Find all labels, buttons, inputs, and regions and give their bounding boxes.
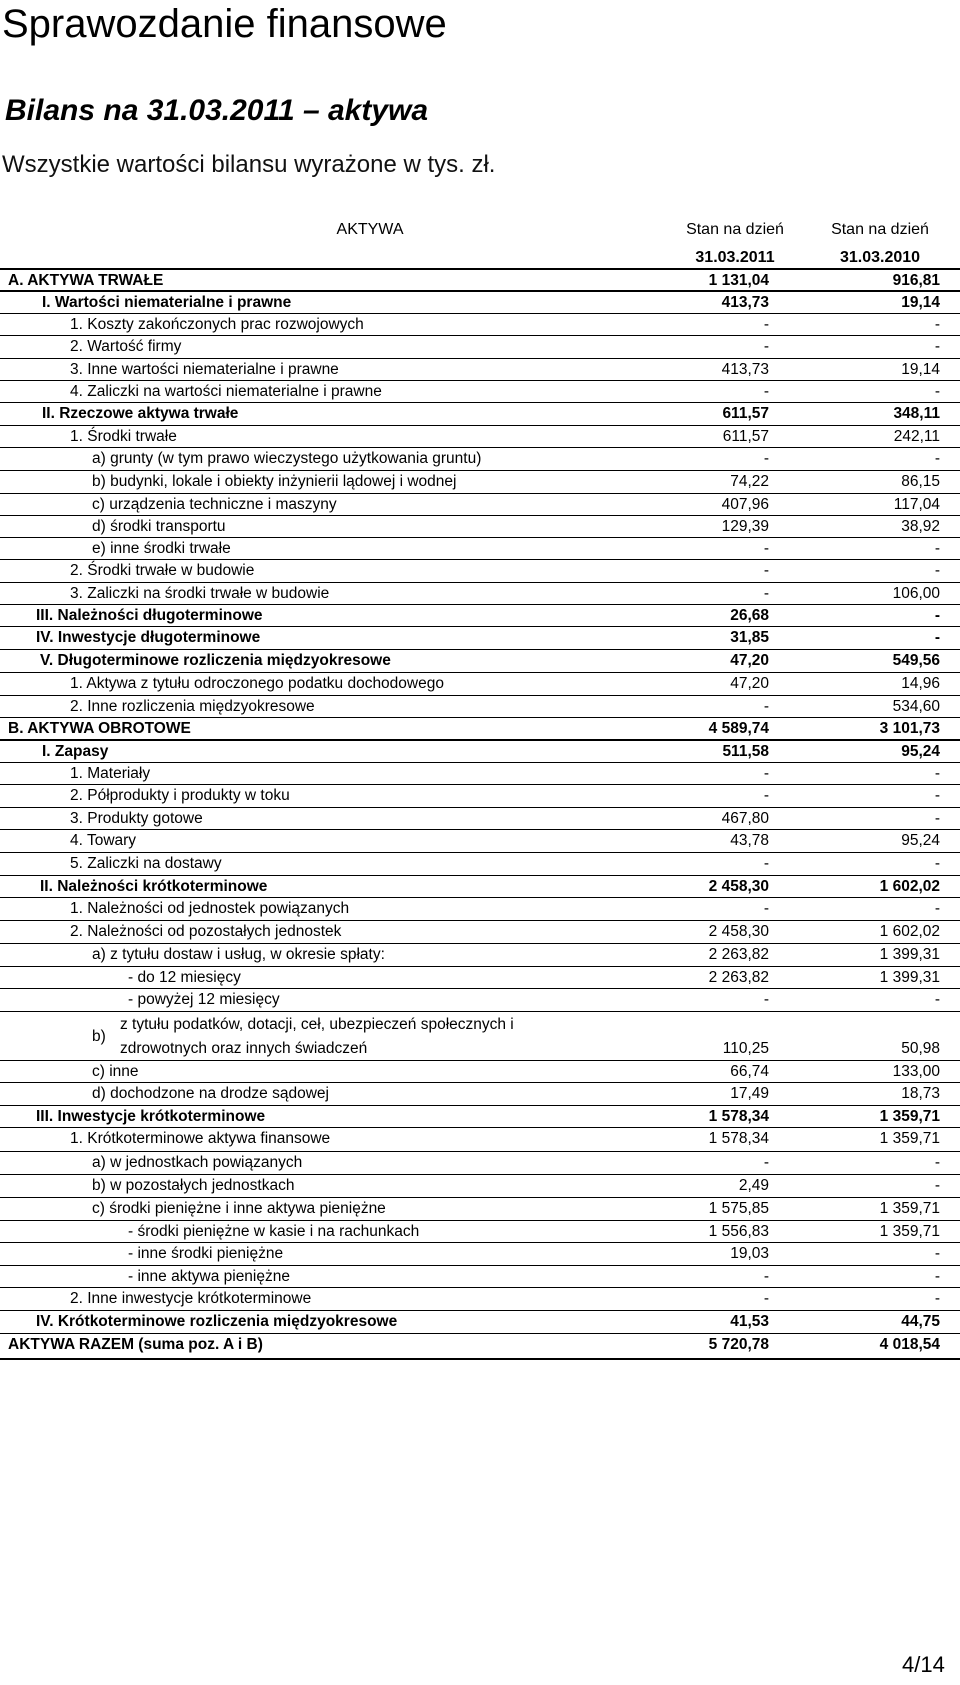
value-2010: 19,14 [901, 294, 940, 311]
value-2010: 1 359,71 [879, 1200, 940, 1217]
value-2011: 2 458,30 [708, 878, 769, 895]
table-row [0, 1083, 960, 1106]
table-row [0, 1311, 960, 1334]
value-2010: 1 602,02 [879, 878, 940, 895]
row-label: 1. Koszty zakończonych prac rozwojowych [70, 316, 364, 333]
value-2010: 1 602,02 [879, 923, 940, 940]
value-2011: 4 589,74 [708, 720, 769, 737]
value-2011: - [763, 450, 769, 467]
value-2011: 1 575,85 [708, 1200, 769, 1217]
value-2011: - [763, 338, 769, 355]
row-label: 3. Produkty gotowe [70, 810, 203, 827]
value-2010: 50,98 [901, 1040, 940, 1057]
row-label: 3. Zaliczki na środki trwałe w budowie [70, 585, 330, 602]
table-row [0, 967, 960, 989]
value-2011: - [763, 900, 769, 917]
value-2010: - [934, 629, 940, 646]
row-label: III. Należności długoterminowe [36, 607, 263, 624]
table-row [0, 1106, 960, 1128]
value-2011: 2,49 [738, 1177, 769, 1194]
value-2010: 3 101,73 [879, 720, 940, 737]
table-row [0, 292, 960, 314]
page-title: Sprawozdanie finansowe [2, 2, 447, 46]
table-row [0, 898, 960, 921]
value-2010: - [934, 540, 940, 557]
value-2010: 38,92 [901, 518, 940, 535]
balance-subtitle: Bilans na 31.03.2011 – aktywa [5, 94, 429, 127]
value-2010: 19,14 [901, 361, 940, 378]
table-row [0, 696, 960, 718]
value-2011: 41,53 [730, 1313, 769, 1330]
table-row [0, 314, 960, 336]
value-2010: 133,00 [892, 1063, 940, 1080]
table-row [0, 741, 960, 763]
table-row [0, 426, 960, 448]
value-2011: 43,78 [730, 832, 769, 849]
row-label: - środki pieniężne w kasie i na rachunkach [128, 1223, 420, 1240]
value-2011: - [763, 855, 769, 872]
table-row [0, 270, 960, 292]
value-2010: 1 359,71 [879, 1223, 940, 1240]
value-2010: 534,60 [892, 698, 940, 715]
row-label: 2. Środki trwałe w budowie [70, 562, 255, 579]
value-2011: - [763, 765, 769, 782]
row-label: IV. Krótkoterminowe rozliczenia międzyokresowe [36, 1313, 398, 1330]
value-2011: 413,73 [721, 361, 769, 378]
value-2011: 26,68 [730, 607, 769, 624]
value-2011: 1 578,34 [708, 1108, 769, 1125]
value-2010: 4 018,54 [879, 1336, 940, 1353]
value-2010: - [934, 1154, 940, 1171]
value-2011: 17,49 [730, 1085, 769, 1102]
value-2011: 611,57 [722, 405, 769, 422]
row-label: 1. Należności od jednostek powiązanych [70, 900, 350, 917]
row-label: 2. Wartość firmy [70, 338, 182, 355]
table-header [0, 212, 960, 270]
table-row [0, 989, 960, 1012]
value-2011: 19,03 [730, 1245, 769, 1262]
value-2010: 95,24 [901, 832, 940, 849]
value-2010: - [934, 810, 940, 827]
table-row [0, 516, 960, 538]
table-row [0, 763, 960, 785]
row-label: - inne aktywa pieniężne [128, 1268, 290, 1285]
row-label: 2. Należności od pozostałych jednostek [70, 923, 342, 940]
value-2010: - [934, 787, 940, 804]
row-label: AKTYWA RAZEM (suma poz. A i B) [8, 1336, 263, 1353]
value-2011: 47,20 [730, 675, 769, 692]
currency-note: Wszystkie wartości bilansu wyrażone w tys. zł. [2, 151, 496, 178]
value-2011: - [763, 316, 769, 333]
value-2010: - [934, 855, 940, 872]
value-2010: - [934, 562, 940, 579]
row-label: II. Rzeczowe aktywa trwałe [42, 405, 239, 422]
value-2011: 1 578,34 [708, 1130, 769, 1147]
value-2010: 242,11 [893, 428, 940, 445]
row-label: c) urządzenia techniczne i maszyny [92, 496, 337, 513]
table-row [0, 1266, 960, 1288]
table-row [0, 1334, 960, 1360]
value-2010: 44,75 [901, 1313, 940, 1330]
value-2011: 47,20 [730, 652, 769, 669]
row-label: c) środki pieniężne i inne aktywa pieniężne [92, 1200, 386, 1217]
row-label-line2: zdrowotnych oraz innych świadczeń [120, 1040, 368, 1057]
value-2011: - [763, 787, 769, 804]
value-2010: - [934, 900, 940, 917]
value-2011: - [763, 540, 769, 557]
value-2011: 2 263,82 [708, 969, 769, 986]
value-2010: 18,73 [901, 1085, 940, 1102]
table-row [0, 808, 960, 830]
value-2010: 86,15 [901, 473, 940, 490]
value-2010: 549,56 [892, 652, 940, 669]
row-label: b) w pozostałych jednostkach [92, 1177, 295, 1194]
value-2010: 348,11 [893, 405, 940, 422]
value-2011: 31,85 [730, 629, 769, 646]
row-label: I. Zapasy [42, 743, 109, 760]
value-2011: 2 263,82 [708, 946, 769, 963]
row-label: III. Inwestycje krótkoterminowe [36, 1108, 266, 1125]
row-label: 3. Inne wartości niematerialne i prawne [70, 361, 339, 378]
value-2010: 1 359,71 [879, 1130, 940, 1147]
value-2011: 467,80 [721, 810, 769, 827]
row-label: 5. Zaliczki na dostawy [70, 855, 222, 872]
header-col-2010-date: 31.03.2010 [839, 249, 921, 266]
table-row [0, 1152, 960, 1175]
row-label: - inne środki pieniężne [128, 1245, 284, 1262]
row-label: d) dochodzone na drodze sądowej [92, 1085, 329, 1102]
row-label: - do 12 miesięcy [128, 969, 241, 986]
header-col-2010-line1: Stan na dzień [831, 221, 929, 238]
value-2010: - [934, 450, 940, 467]
row-label: 2. Półprodukty i produkty w toku [70, 787, 290, 804]
value-2010: 1 399,31 [879, 969, 940, 986]
value-2010: - [934, 1245, 940, 1262]
value-2011: 511,58 [722, 743, 769, 760]
value-2010: - [934, 1268, 940, 1285]
row-label: 2. Inne rozliczenia międzyokresowe [70, 698, 315, 715]
row-label: d) środki transportu [92, 518, 226, 535]
value-2011: - [763, 698, 769, 715]
row-label: B. AKTYWA OBROTOWE [8, 720, 191, 737]
table-row [0, 359, 960, 381]
header-col-2011-line1: Stan na dzień [686, 221, 784, 238]
value-2011: - [763, 585, 769, 602]
value-2010: 117,04 [893, 496, 940, 513]
table-row [0, 1221, 960, 1243]
table-row [0, 627, 960, 650]
row-label: II. Należności krótkoterminowe [40, 878, 268, 895]
value-2010: - [934, 383, 940, 400]
row-label: - powyżej 12 miesięcy [128, 991, 280, 1008]
value-2011: 110,25 [722, 1040, 769, 1057]
value-2010: - [934, 1290, 940, 1307]
table-row [0, 1061, 960, 1083]
value-2011: 1 556,83 [708, 1223, 769, 1240]
table-row [0, 1128, 960, 1152]
row-label: c) inne [92, 1063, 139, 1080]
table-row [0, 718, 960, 741]
row-label: 1. Aktywa z tytułu odroczonego podatku dochodowego [70, 675, 444, 692]
table-row [0, 1012, 960, 1061]
value-2010: 916,81 [892, 272, 940, 289]
table-row [0, 583, 960, 605]
table-row [0, 830, 960, 853]
table-row [0, 1243, 960, 1266]
table-row [0, 1175, 960, 1198]
value-2011: 5 720,78 [708, 1336, 769, 1353]
value-2010: - [934, 765, 940, 782]
table-row [0, 336, 960, 359]
row-label: 2. Inne inwestycje krótkoterminowe [70, 1290, 312, 1307]
table-row [0, 448, 960, 471]
row-label: a) z tytułu dostaw i usług, w okresie spłaty: [92, 946, 385, 963]
value-2011: - [763, 991, 769, 1008]
value-2011: 611,57 [722, 428, 769, 445]
table-row [0, 494, 960, 516]
row-label: e) inne środki trwałe [92, 540, 231, 557]
value-2011: 66,74 [730, 1063, 769, 1080]
table-row [0, 785, 960, 808]
value-2011: 74,22 [730, 473, 769, 490]
value-2010: 1 359,71 [879, 1108, 940, 1125]
value-2011: - [763, 1290, 769, 1307]
value-2011: 1 131,04 [708, 272, 769, 289]
table-row [0, 605, 960, 627]
row-label: 1. Środki trwałe [70, 428, 177, 445]
header-col-2011-date: 31.03.2011 [695, 249, 775, 266]
value-2011: 129,39 [721, 518, 769, 535]
table-row [0, 381, 960, 403]
value-2011: 413,73 [721, 294, 769, 311]
table-row [0, 921, 960, 944]
row-label: a) w jednostkach powiązanych [92, 1154, 303, 1171]
value-2011: 407,96 [721, 496, 769, 513]
table-row [0, 403, 960, 426]
value-2011: - [763, 383, 769, 400]
value-2010: - [934, 1177, 940, 1194]
table-row [0, 560, 960, 583]
value-2010: - [934, 991, 940, 1008]
row-prefix: b) [92, 1028, 106, 1045]
table-row [0, 538, 960, 560]
table-row [0, 471, 960, 494]
value-2010: 95,24 [901, 743, 940, 760]
row-label: IV. Inwestycje długoterminowe [36, 629, 261, 646]
value-2011: - [763, 1268, 769, 1285]
header-col-2011 [650, 220, 820, 269]
row-label: V. Długoterminowe rozliczenia międzyokresowe [40, 652, 391, 669]
row-label: b) budynki, lokale i obiekty inżynierii lądowej i wodnej [92, 473, 457, 490]
page-number: 4/14 [902, 1652, 945, 1677]
row-label-line1: z tytułu podatków, dotacji, ceł, ubezpieczeń społecznych i [120, 1016, 514, 1033]
table-row [0, 650, 960, 673]
value-2011: - [763, 562, 769, 579]
value-2010: 14,96 [901, 675, 940, 692]
value-2010: 106,00 [892, 585, 940, 602]
table-row [0, 1288, 960, 1311]
row-label: 1. Krótkoterminowe aktywa finansowe [70, 1130, 331, 1147]
row-label: a) grunty (w tym prawo wieczystego użytkowania gruntu) [92, 450, 482, 467]
table-row [0, 1198, 960, 1221]
value-2010: 1 399,31 [879, 946, 940, 963]
row-label: 4. Towary [70, 832, 137, 849]
value-2010: - [934, 607, 940, 624]
header-aktywa: AKTYWA [336, 221, 404, 238]
row-label: 1. Materiały [70, 765, 151, 782]
row-label: I. Wartości niematerialne i prawne [42, 294, 292, 311]
table-row [0, 853, 960, 876]
table-row [0, 944, 960, 967]
table-row [0, 876, 960, 898]
row-label: A. AKTYWA TRWAŁE [8, 272, 164, 289]
row-label: 4. Zaliczki na wartości niematerialne i prawne [70, 383, 382, 400]
value-2011: - [763, 1154, 769, 1171]
table-row [0, 673, 960, 696]
value-2011: 2 458,30 [708, 923, 769, 940]
value-2010: - [934, 316, 940, 333]
value-2010: - [934, 338, 940, 355]
header-col-2010 [800, 220, 960, 268]
